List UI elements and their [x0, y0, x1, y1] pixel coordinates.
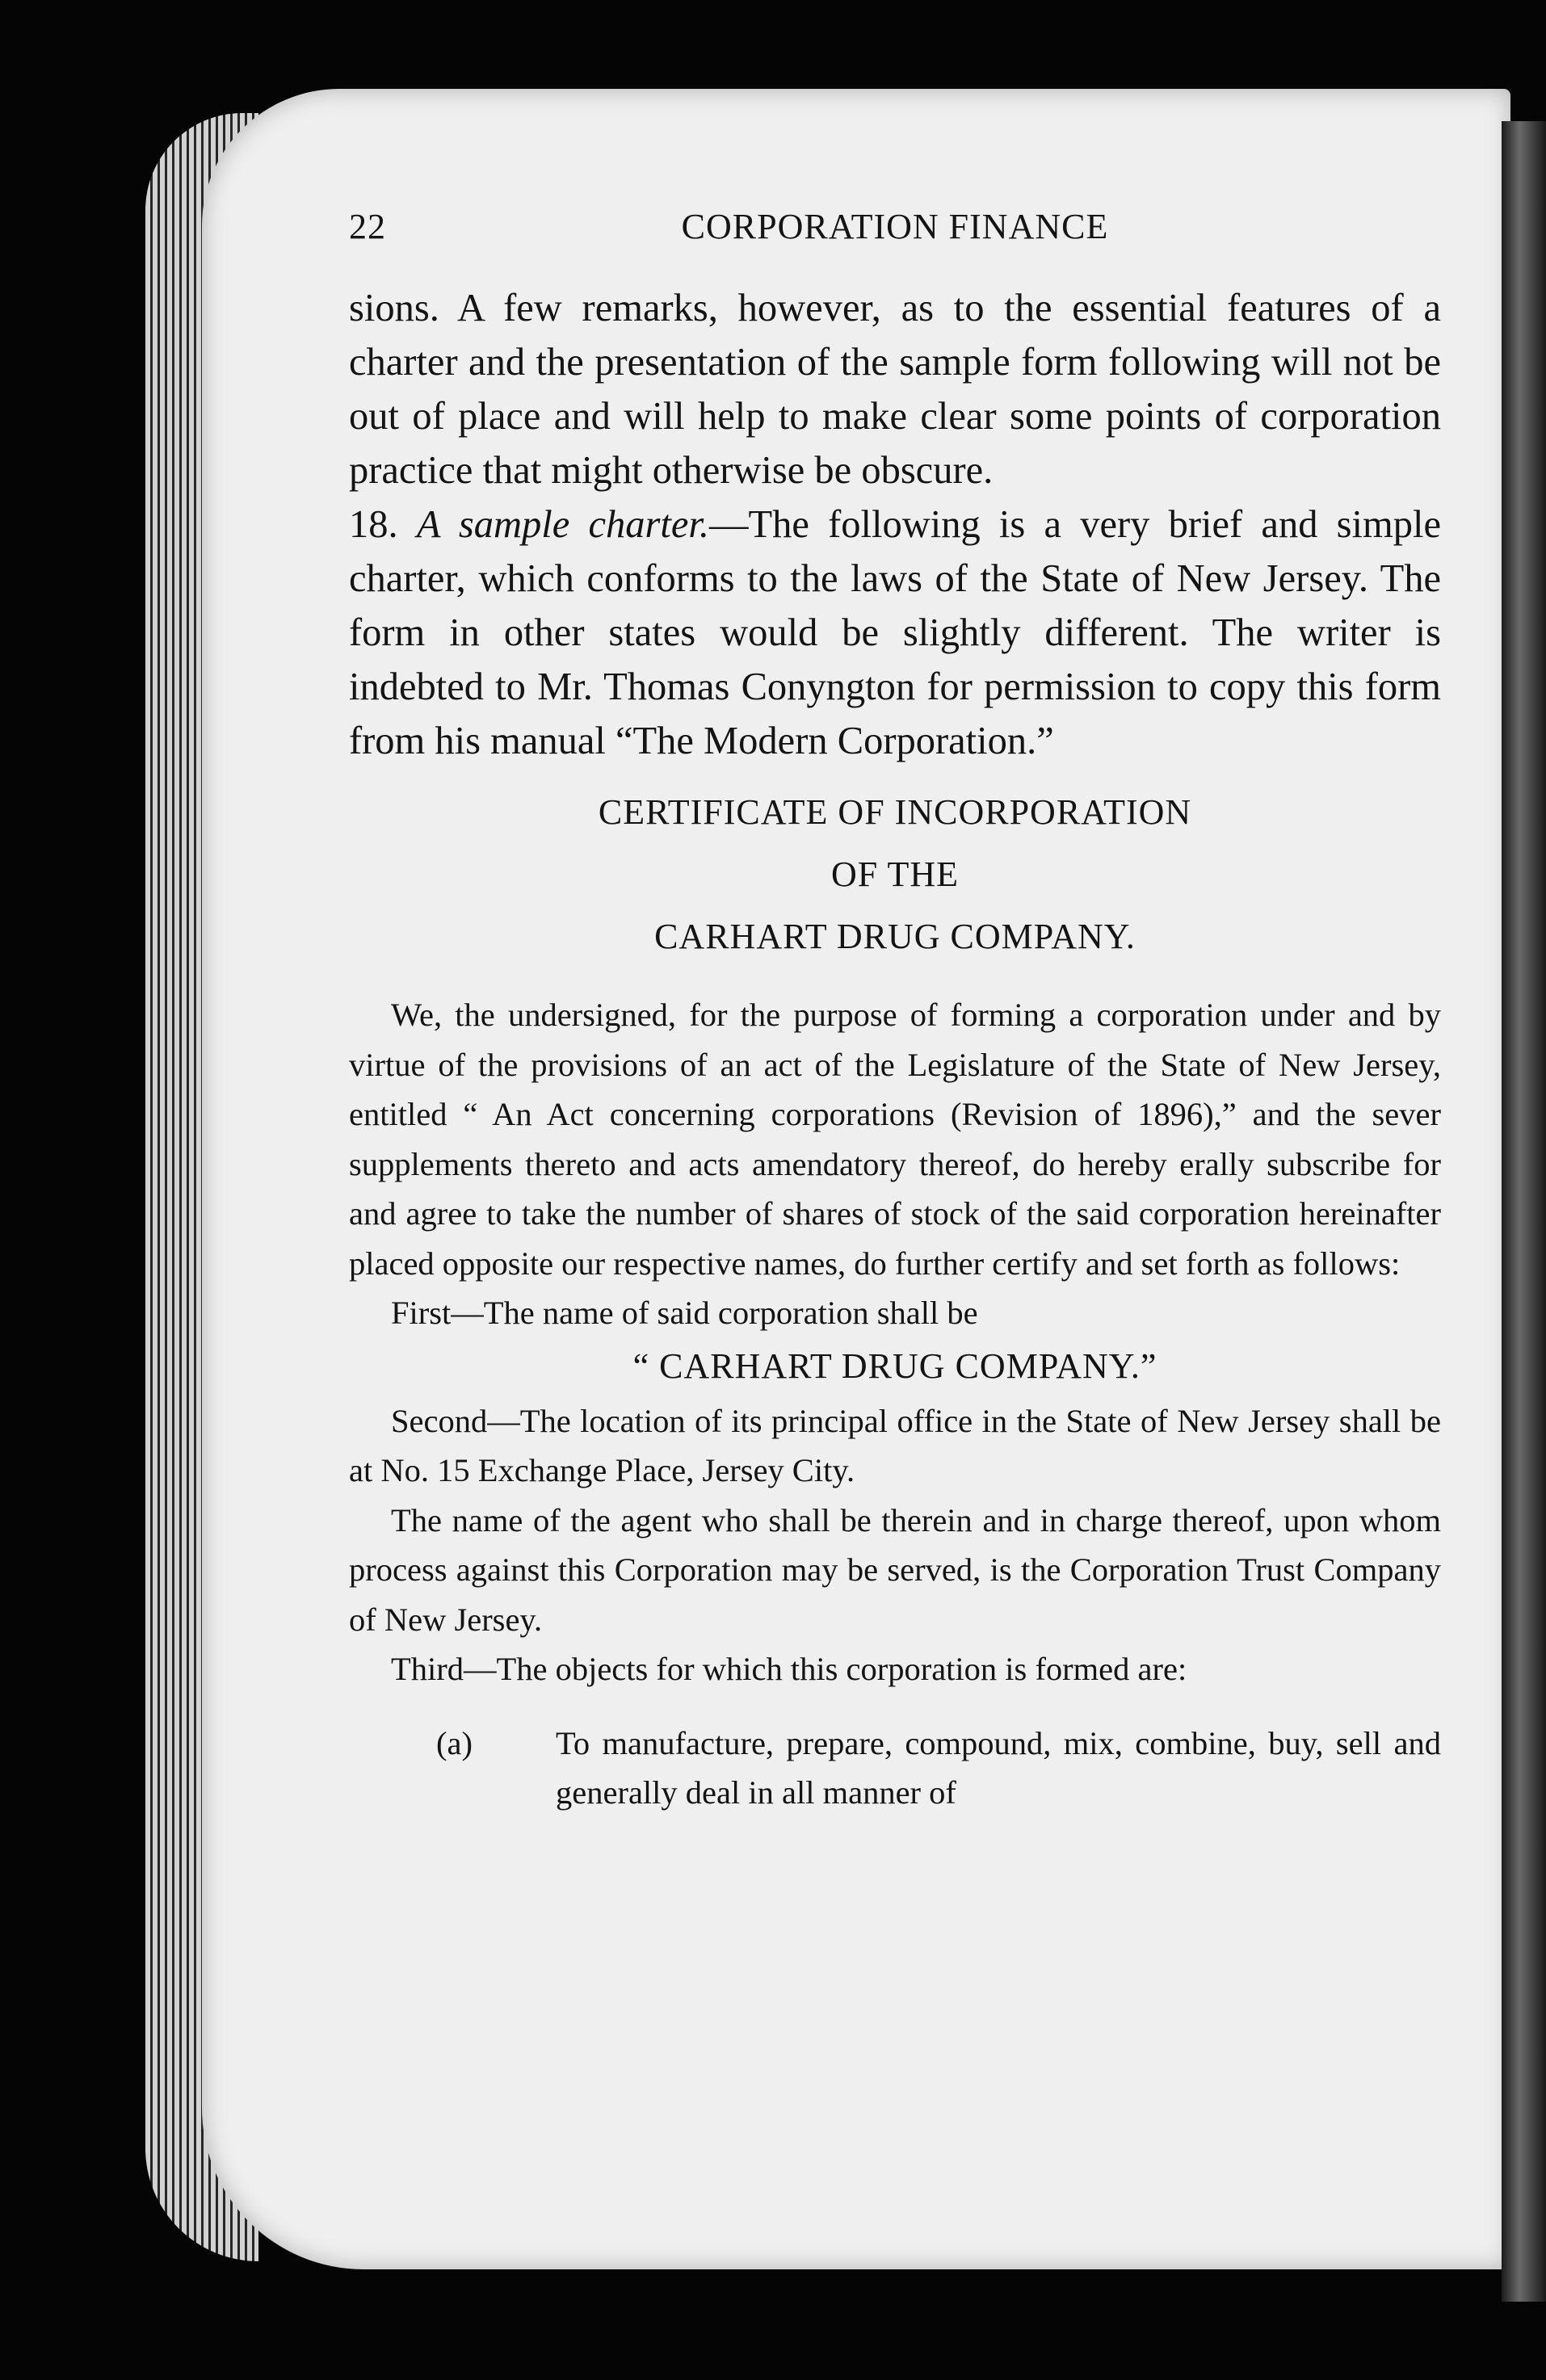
item-label: (a) — [436, 1724, 473, 1761]
running-title: CORPORATION FINANCE — [681, 207, 1109, 246]
intro-paragraph: sions. A few remarks, however, as to the essential features of a charter and the presentation of the sample form following will not be out of place and will help to make clear some points of corporation practice that might otherwise be obscure. — [349, 287, 1441, 492]
object-item-a — [349, 1719, 1441, 1818]
clause-second: Second—The location of its principal office in the State of New Jersey shall be at No. 15 Exchange Place, Jersey City. — [349, 1402, 1441, 1488]
clause-agent: The name of the agent who shall be therein and in charge thereof, upon whom process against this Corporation may be served, is the Corporation Trust Company of New Jersey. — [349, 1501, 1441, 1638]
running-header — [349, 206, 1441, 247]
section-number: 18. — [349, 503, 398, 546]
page-content — [349, 206, 1441, 1818]
item-text: To manufacture, prepare, compound, mix, combine, buy, sell and generally deal in all manner of — [556, 1724, 1441, 1811]
section-heading: A sample charter. — [416, 503, 709, 546]
page-number: 22 — [349, 207, 386, 246]
section-18-paragraph — [349, 497, 1441, 768]
certificate-title-line-1: CERTIFICATE OF INCORPORATION — [598, 792, 1192, 832]
certificate-title-line-3: CARHART DRUG COMPANY. — [654, 917, 1136, 956]
company-name: “ CARHART DRUG COMPANY.” — [632, 1345, 1157, 1386]
certificate-title-line-2: OF THE — [831, 854, 959, 894]
certificate-preamble: We, the undersigned, for the purpose of forming a corporation under and by virtue of the provisions of an act of the Legislature of the State of New Jersey, entitled “ An Act concerning corporations (Revision of 1896),” and the sever supplements thereto and acts amendatory thereof, do hereby erally subscribe for and agree to take the number of shares of stock of the said corporation hereinafter placed opposite our respective names, do further certify and set forth as follows: — [349, 997, 1441, 1282]
section-text: —The following is a very brief and simple charter, which conforms to the laws of the State of New Jersey. The form in other states would be slightly different. The writer is indebted to Mr. Thomas Conyngton for permission to copy this form from his manual “The Modern Corporation.” — [349, 503, 1441, 762]
clause-third: Third—The objects for which this corporation is formed are: — [391, 1651, 1187, 1687]
certificate-title — [349, 781, 1441, 968]
book-binding-edge — [1502, 121, 1546, 2302]
clause-first: First—The name of said corporation shall be — [391, 1295, 978, 1331]
